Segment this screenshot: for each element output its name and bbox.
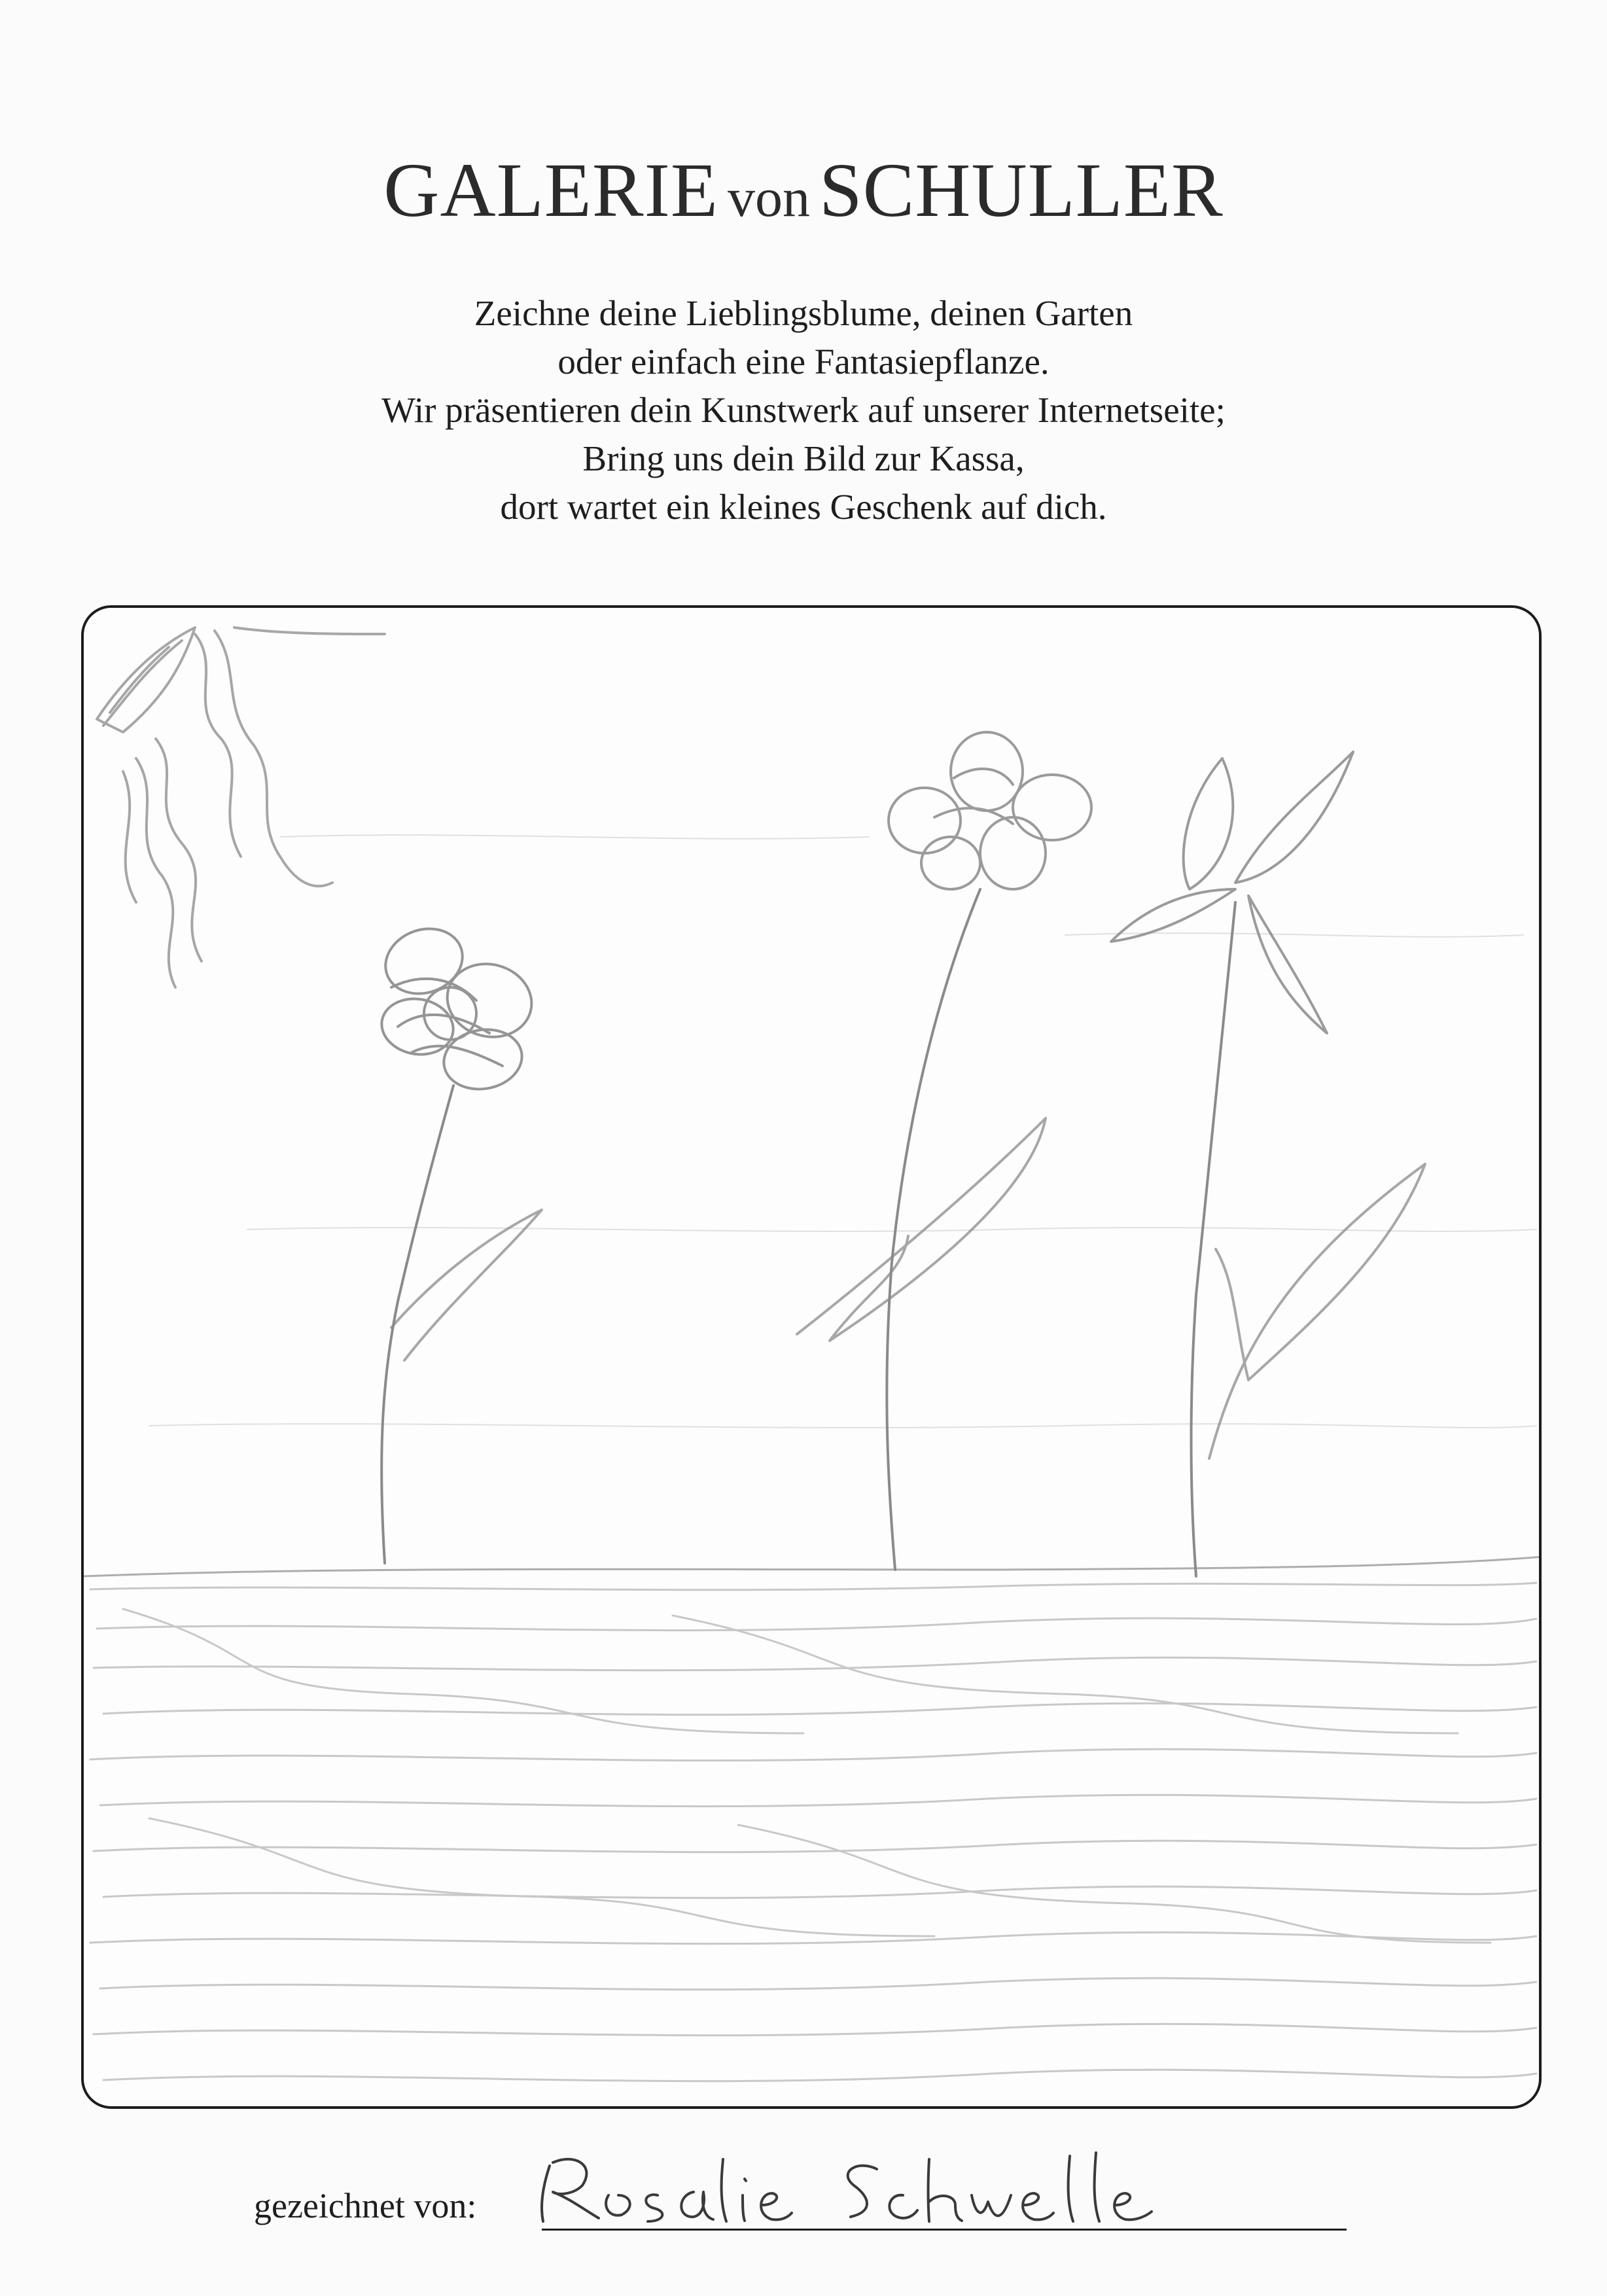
instruction-line: oder einfach eine Fantasiepflanze. <box>557 342 1050 381</box>
instruction-line: dort wartet ein kleines Geschenk auf dich. <box>500 487 1107 527</box>
pencil-drawing <box>84 608 1542 2109</box>
title-von: von <box>727 168 810 228</box>
flower-left <box>376 918 542 1563</box>
gallery-title <box>0 147 1607 233</box>
sky-scribble <box>149 835 1536 1428</box>
horizon-line <box>84 1557 1542 1576</box>
instruction-line: Bring uns dein Bild zur Kassa, <box>582 438 1025 478</box>
drawing-frame <box>81 605 1542 2109</box>
signature-label: gezeichnet von: <box>254 2186 477 2225</box>
instruction-line: Wir präsentieren dein Kunstwerk auf unserer Internetseite; <box>381 390 1226 430</box>
sun-sketch <box>97 627 385 987</box>
title-schuller: SCHULLER <box>819 147 1224 233</box>
title-galerie: GALERIE <box>383 147 718 233</box>
handwritten-signature <box>537 2140 1269 2231</box>
ground-scribble <box>90 1583 1536 2081</box>
instruction-line: Zeichne deine Lieblingsblume, deinen Garten <box>474 293 1133 333</box>
signature-row <box>0 2140 1607 2244</box>
flower-middle <box>797 732 1091 1570</box>
flower-right <box>1111 752 1425 1576</box>
instructions-text <box>0 289 1607 531</box>
